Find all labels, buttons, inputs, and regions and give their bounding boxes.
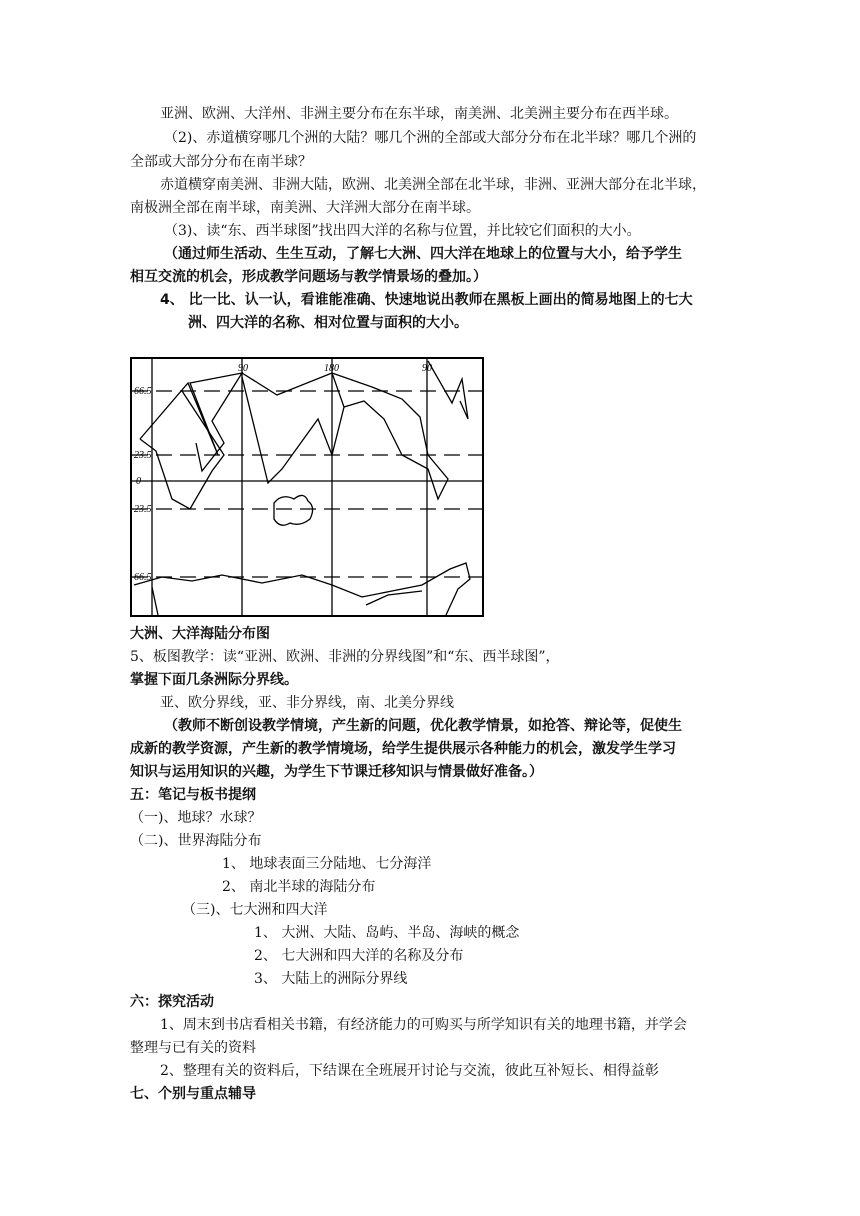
outline-subitem: 3、 大陆上的洲际分界线 [254,971,408,987]
continent-outline [428,361,468,419]
map-caption: 大洲、大洋海陆分布图 [130,626,270,642]
bold-text-line: （通过师生活动、生生互动，了解七大洲、四大洋在地球上的位置与大小，给予学生 [164,246,682,262]
text-line: （3)、读“东、西半球图”找出四大洋的名称与位置，并比较它们面积的大小。 [164,223,641,239]
outline-subitem: 2、 七大洲和四大洋的名称及分布 [254,948,464,964]
bold-text-line: （教师不断创设教学情境，产生新的问题，优化教学情景，如抢答、辩论等，促使生 [164,718,682,734]
text-line: 赤道横穿南美洲、非洲大陆，欧洲、北美洲全部在北半球，非洲、亚洲大部分在北半球， [160,177,706,193]
latitude-label: 66.5 [134,386,152,397]
text-line: 1、周末到书店看相关书籍，有经济能力的可购买与所学知识有关的地理书籍，并学会 [160,1017,687,1033]
longitude-label: 180 [324,363,339,374]
bold-text-line: 成新的教学资源，产生新的教学情境场，给学生提供展示各种能力的机会，激发学生学习 [130,741,676,757]
section-heading: 五：笔记与板书提纲 [130,787,256,803]
australia-outline [274,495,313,525]
latitude-label: 23.5 [134,504,152,515]
bold-text-line: 掌握下面几条洲际分界线。 [130,672,298,688]
text-line: 整理与已有关的资料 [130,1040,256,1056]
section-heading: 六：探究活动 [130,994,214,1010]
section-heading: 七、个别与重点辅导 [130,1086,256,1102]
outline-subitem: 1、 地球表面三分陆地、七分海洋 [222,856,432,872]
text-line: 南极洲全部在南半球，南美洲、大洋洲大部分在南半球。 [130,200,480,216]
outline-item: （二)、世界海陆分布 [130,833,262,849]
outline-item: （一)、地球？水球？ [130,810,262,826]
numbered-item: 4、 比一比、认一认，看谁能准确、快速地说出教师在黑板上画出的简易地图上的七大 [160,292,693,308]
continent-outline [242,373,344,483]
map-sketch [132,359,482,615]
text-line: 亚、欧分界线，亚、非分界线，南、北美分界线 [160,695,454,711]
bold-text-line: 知识与运用知识的兴趣，为学生下节课迁移知识与情景做好准备。） [130,764,543,780]
continent-outline [366,591,422,605]
outline-item: （三)、七大洲和四大洋 [182,902,328,918]
text-line: 2、整理有关的资料后，下结课在全班展开讨论与交流，彼此互补短长、相得益彰 [160,1063,659,1079]
continent-outline [140,373,242,471]
text-line: （2)、赤道横穿哪几个洲的大陆？哪几个洲的全部或大部分分布在北半球？哪几个洲的 [164,130,697,146]
continent-outline [332,373,448,499]
text-line: 5、板图教学：读“亚洲、欧洲、非洲的分界线图”和“东、西半球图”， [130,649,560,665]
continent-outline [152,587,158,615]
outline-subitem: 2、 南北半球的海陆分布 [222,879,376,895]
bold-text-line: 洲、四大洋的名称、相对位置与面积的大小。 [188,315,468,331]
text-line: 亚洲、欧洲、大洋州、非洲主要分布在东半球，南美洲、北美洲主要分布在西半球。 [160,106,678,122]
longitude-label: 90 [238,363,248,374]
text-line: 全部或大部分分布在南半球？ [130,154,312,170]
longitude-label: 90 [422,363,432,374]
latitude-label: 66.5 [134,572,152,583]
bold-text-line: 相互交流的机会，形成教学问题场与教学情景场的叠加。） [130,269,487,285]
antarctica-outline [134,563,470,615]
continent-ocean-map [130,357,484,617]
outline-subitem: 1、 大洲、大陆、岛屿、半岛、海峡的概念 [254,925,520,941]
latitude-label: 0 [136,476,141,487]
latitude-label: 23.5 [134,450,152,461]
